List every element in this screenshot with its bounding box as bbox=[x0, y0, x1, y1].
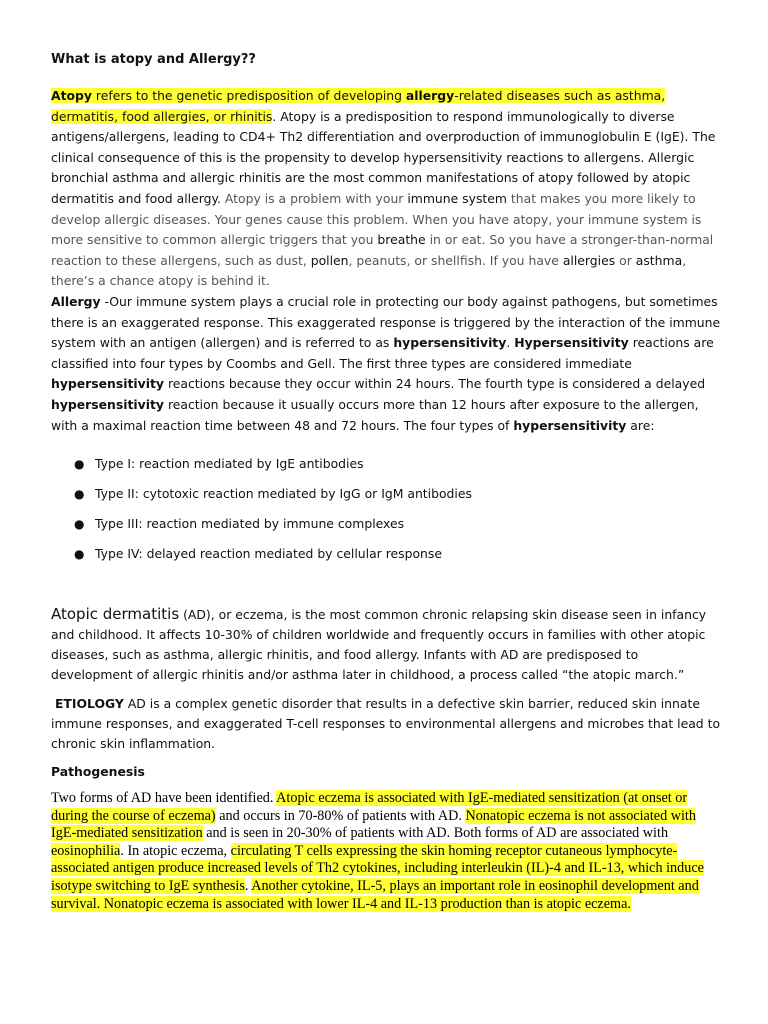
hypersensitivity-type-list bbox=[51, 454, 472, 574]
atopy-link-immune: immune system bbox=[407, 190, 507, 206]
pathogenesis-text-2: and occurs in 70-80% of patients with AD. bbox=[215, 807, 466, 824]
allergy-term: Allergy bbox=[51, 294, 101, 309]
page-title: What is atopy and Allergy?? bbox=[51, 52, 256, 67]
atopy-link-pollen: pollen bbox=[310, 252, 349, 268]
pathogenesis-paragraph bbox=[51, 790, 723, 913]
allergy-paragraph bbox=[51, 292, 723, 436]
allergy-text-6: are: bbox=[626, 417, 655, 433]
atopy-link-asthma: asthma bbox=[635, 252, 683, 268]
etiology-text: AD is a complex genetic disorder that results in a defective skin barrier, reduced skin innate immune responses, and exaggerated T-cell responses to environmental allergens and microbes that lead to chronic skin inflammation. bbox=[51, 696, 721, 751]
atopy-term: Atopy bbox=[51, 88, 92, 103]
allergy-bold-5: hypersensitivity bbox=[513, 417, 627, 433]
pathogenesis-highlight-5: Another cytokine, IL-5, plays an important role in eosinophil development and survival. Nonatopic eczema is associated with lower IL-4 and IL-13 production than is atopic eczema. bbox=[51, 877, 699, 912]
pathogenesis-highlight-3: eosinophilia bbox=[51, 842, 121, 859]
bullet-icon: ● bbox=[74, 487, 85, 501]
list-item bbox=[51, 544, 472, 574]
list-item bbox=[51, 454, 472, 484]
atopy-paragraph bbox=[51, 86, 723, 292]
allergy-bold-3: hypersensitivity bbox=[51, 376, 164, 392]
atopy-gray-f: , there’s a chance atopy is behind it. bbox=[51, 252, 687, 289]
pathogenesis-text-4: . In atopic eczema, bbox=[120, 842, 231, 859]
atopy-hl-text-b: -related diseases such as asthma, dermatitis, bbox=[51, 88, 666, 124]
etiology-paragraph bbox=[51, 694, 723, 754]
bullet-icon: ● bbox=[74, 457, 85, 471]
pathogenesis-highlight-1: Atopic eczema is associated with IgE-mediated sensitization (at onset or during the course of eczema) bbox=[51, 790, 688, 824]
allergy-bold-1: hypersensitivity bbox=[393, 335, 507, 351]
bullet-icon: ● bbox=[74, 547, 85, 561]
allergy-text-2: . bbox=[506, 335, 515, 351]
pathogenesis-heading: Pathogenesis bbox=[51, 764, 145, 779]
etiology-heading: ETIOLOGY bbox=[54, 696, 124, 711]
allergy-text-3: reactions are classified into four types by Coombs and Gell. The first three types are considered immediate bbox=[51, 335, 714, 371]
pathogenesis-highlight-4: circulating T cells expressing the skin homing receptor cutaneous lymphocyte-associated antigen produce increased levels of Th2 cytokines, including interleukin (IL)-4 and IL-13, which induce isotype switching to IgE synthesis bbox=[51, 842, 704, 894]
type-label: Type IV: delayed reaction mediated by cellular response bbox=[95, 546, 442, 561]
allergy-text-1: -Our immune system plays a crucial role in protecting our body against pathogens, but sometimes there is an exaggerated response. This exaggerated response is triggered by the interaction of the immune system with an antigen (allergen) and is referred to as bbox=[51, 294, 721, 351]
atopy-gray-b: that makes you more likely to develop allergic diseases. Your genes cause this problem. When you have atopy, your immune system is more sensitive to common allergic triggers that you bbox=[51, 190, 702, 248]
list-item bbox=[51, 484, 472, 514]
pathogenesis-text-1: Two forms of AD have been identified. bbox=[51, 790, 277, 806]
list-item bbox=[51, 514, 472, 544]
atopic-dermatitis-text: (AD), or eczema, is the most common chronic relapsing skin disease seen in infancy and childhood. It affects 10-30% of children worldwide and frequently occurs in families with other atopic diseases, such as asthma, allergic rhinitis, and food allergy. Infants with AD are predisposed to development of allergic rhinitis and/or asthma later in childhood, a process called “the atopic march.” bbox=[51, 607, 707, 682]
atopy-hl-text-a: refers to the genetic predisposition of developing bbox=[91, 88, 406, 103]
atopy-gray-d: , peanuts, or shellfish. If you have bbox=[348, 252, 563, 268]
pathogenesis-highlight-2: Nonatopic eczema is not associated with IgE-mediated sensitization bbox=[51, 807, 696, 842]
atopy-definition: . Atopy is a predisposition to respond immunologically to diverse antigens/allergens, leading to CD4+ Th2 differentiation and overproduction of immunoglobulin E (IgE). The clinical consequence of this is the propensity to develop hypersensitivity reactions to allergens. Allergic bronchial asthma and allergic rhinitis are the most common manifestations of atopy followed by atopic dermatitis and food allergy. bbox=[51, 108, 716, 206]
bullet-icon: ● bbox=[74, 517, 85, 531]
allergy-text-4: reactions because they occur within 24 hours. The fourth type is considered a delayed bbox=[164, 376, 706, 392]
atopy-link-allergies: allergies bbox=[562, 252, 616, 268]
atopy-link-breathe: breathe bbox=[377, 232, 426, 248]
atopic-dermatitis-heading: Atopic dermatitis bbox=[51, 605, 180, 623]
allergy-bold-2: Hypersensitivity bbox=[514, 335, 629, 351]
type-label: Type I: reaction mediated by IgE antibodies bbox=[95, 456, 364, 471]
pathogenesis-text-5: . bbox=[244, 877, 252, 894]
atopy-hl-allergy: allergy bbox=[405, 88, 455, 103]
atopic-dermatitis-paragraph bbox=[51, 604, 723, 685]
atopy-gray-a: Atopy is a problem with your bbox=[220, 190, 408, 206]
allergy-bold-4: hypersensitivity bbox=[51, 396, 164, 412]
type-label: Type II: cytotoxic reaction mediated by IgG or IgM antibodies bbox=[95, 486, 472, 501]
allergy-text-5: reaction because it usually occurs more than 12 hours after exposure to the allergen, with a maximal reaction time between 48 and 72 hours. The four types of bbox=[51, 396, 699, 433]
atopy-gray-c: in or eat. So you have a stronger-than-normal reaction to these allergens, such as dust, bbox=[51, 232, 714, 268]
pathogenesis-text-3: and is seen in 20-30% of patients with AD. Both forms of AD are associated with bbox=[202, 825, 669, 842]
type-label: Type III: reaction mediated by immune complexes bbox=[95, 516, 405, 531]
atopy-hl-line2: food allergies, or rhinitis bbox=[121, 108, 273, 124]
atopy-gray-e: or bbox=[615, 252, 636, 268]
